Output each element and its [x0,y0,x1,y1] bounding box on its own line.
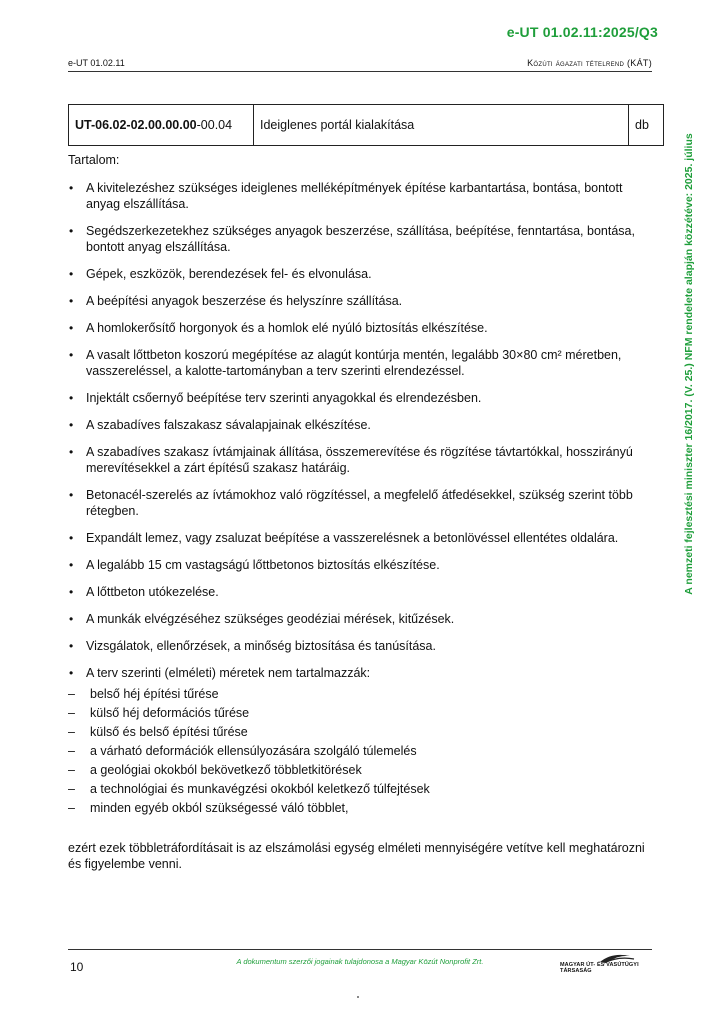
bullet-marker: • [69,612,74,626]
item-table [68,104,664,146]
logo-text: MAGYAR ÚT- ÉS VASÚTÜGYI TÁRSASÁG [560,962,639,974]
document-code: e-UT 01.02.11:2025/Q3 [506,24,658,40]
bullet-marker: • [69,418,74,432]
bullet-marker: • [69,267,74,281]
content-bullet-list [68,180,656,681]
exclusion-item [68,743,656,759]
bullet-text: Expandált lemez, vagy zsaluzat beépítése a vasszerelésnek a betonlövéssel ellentétes oldalára. [86,531,619,545]
bullet-item [68,665,656,681]
bullet-text: A munkák elvégzéséhez szükséges geodéziai mérések, kitűzések. [86,612,455,626]
bullet-item [68,584,656,600]
bullet-marker: • [69,488,74,502]
dash-marker: – [68,687,75,701]
running-header [68,58,652,72]
bullet-marker: • [69,531,74,545]
dash-marker: – [68,801,75,815]
bullet-item [68,223,656,255]
bullet-marker: • [69,391,74,405]
bullet-item [68,444,656,476]
bullet-marker: • [69,639,74,653]
bullet-item [68,417,656,433]
bullet-text: A legalább 15 cm vastagságú lőttbetonos biztosítás elkészítése. [86,558,440,572]
exclusion-item [68,762,656,778]
exclusion-text: belső héj építési tűrése [90,687,219,701]
bullet-text: A szabadíves szakasz ívtámjainak állítása, összemerevítése és rögzítése távtartókkal, hosszirányú merevítésekkel a zárt építésű szakasz határáig. [86,445,633,475]
exclusion-item [68,705,656,721]
item-title: Ideiglenes portál kialakítása [254,105,629,146]
bullet-text: A szabadíves falszakasz sávalapjainak elkészítése. [86,418,371,432]
item-row [69,105,664,146]
item-code-cell [69,105,254,146]
header-left: e-UT 01.02.11 [68,58,125,68]
bullet-marker: • [69,294,74,308]
bullet-marker: • [69,558,74,572]
item-code-suffix: -00.04 [196,118,233,132]
bullet-text: A beépítési anyagok beszerzése és helyszínre szállítása. [86,294,403,308]
bullet-item [68,320,656,336]
closing-paragraph: ezért ezek többletráfordításait is az elszámolási egység elméleti mennyiségére vetítve kell meghatározni és figyelembe venni. [68,841,645,871]
exclusion-list [68,686,656,816]
bullet-marker: • [69,585,74,599]
content-label: Tartalom: [68,153,120,167]
exclusion-text: külső héj deformációs tűrése [90,706,250,720]
bullet-item [68,611,656,627]
bullet-item [68,180,656,212]
bullet-item [68,347,656,379]
item-unit: db [629,105,664,146]
exclusion-text: a technológiai és munkavégzési okokból keletkező túlfejtések [90,782,430,796]
dash-marker: – [68,782,75,796]
bullet-item [68,530,656,546]
header-right: Közúti ágazati tételrend (KÁT) [527,58,652,68]
item-code: UT-06.02-02.00.00.00 [75,118,197,132]
side-note: A nemzeti fejlesztési miniszter 16/2017. (V. 25.) NFM rendelete alapján közzétéve: 2025. július [683,133,695,595]
page-number: 10 [70,960,84,974]
bullet-item [68,390,656,406]
exclusion-item [68,686,656,702]
bullet-text: Betonacél-szerelés az ívtámokhoz való rögzítéssel, a megfelelő átfedésekkel, szükség szerint több rétegben. [86,488,633,518]
bullet-marker: • [69,321,74,335]
bullet-marker: • [69,181,74,195]
exclusion-item [68,800,656,816]
bullet-item [68,487,656,519]
bullet-text: A lőttbeton utókezelése. [86,585,219,599]
dash-marker: – [68,744,75,758]
bullet-item [68,638,656,654]
exclusion-text: külső és belső építési tűrése [90,725,248,739]
exclusion-text: a geológiai okokból bekövetkező többletkitörések [90,763,362,777]
bullet-text: A vasalt lőttbeton koszorú megépítése az alagút kontúrja mentén, legalább 30×80 cm² méretben, vasszereléssel, a kalotte-tartományban a terv szerinti elrendezéssel. [86,348,622,378]
exclusion-item [68,724,656,740]
exclusion-text: a várható deformációk ellensúlyozására szolgáló túlemelés [90,744,417,758]
dash-marker: – [68,706,75,720]
bullet-marker: • [69,666,74,680]
bullet-marker: • [69,445,74,459]
bullet-text: Vizsgálatok, ellenőrzések, a minőség biztosítása és tanúsítása. [86,639,436,653]
scan-dot [357,996,359,998]
bullet-marker: • [69,348,74,362]
bullet-text: A kivitelezéshez szükséges ideiglenes melléképítmények építése karbantartása, bontása, bontott anyag elszállítása. [86,181,623,211]
dash-marker: – [68,763,75,777]
bullet-item [68,266,656,282]
bullet-item [68,557,656,573]
bullet-text: A terv szerinti (elméleti) méretek nem tartalmazzák: [86,666,371,680]
bullet-item [68,293,656,309]
bullet-text: Injektált csőernyő beépítése terv szerinti anyagokkal és elrendezésben. [86,391,482,405]
bullet-text: A homlokerősítő horgonyok és a homlok elé nyúló biztosítás elkészítése. [86,321,488,335]
copyright-notice: A dokumentum szerzői jogainak tulajdonosa a Magyar Közút Nonprofit Zrt. [236,957,484,966]
content-body [68,152,656,885]
exclusion-item [68,781,656,797]
bullet-text: Segédszerkezetekhez szükséges anyagok beszerzése, szállítása, beépítése, fenntartása, bontása, bontott anyag elszállítása. [86,224,635,254]
bullet-marker: • [69,224,74,238]
dash-marker: – [68,725,75,739]
bullet-text: Gépek, eszközök, berendezések fel- és elvonulása. [86,267,372,281]
exclusion-text: minden egyéb okból szükségessé váló többlet, [90,801,349,815]
